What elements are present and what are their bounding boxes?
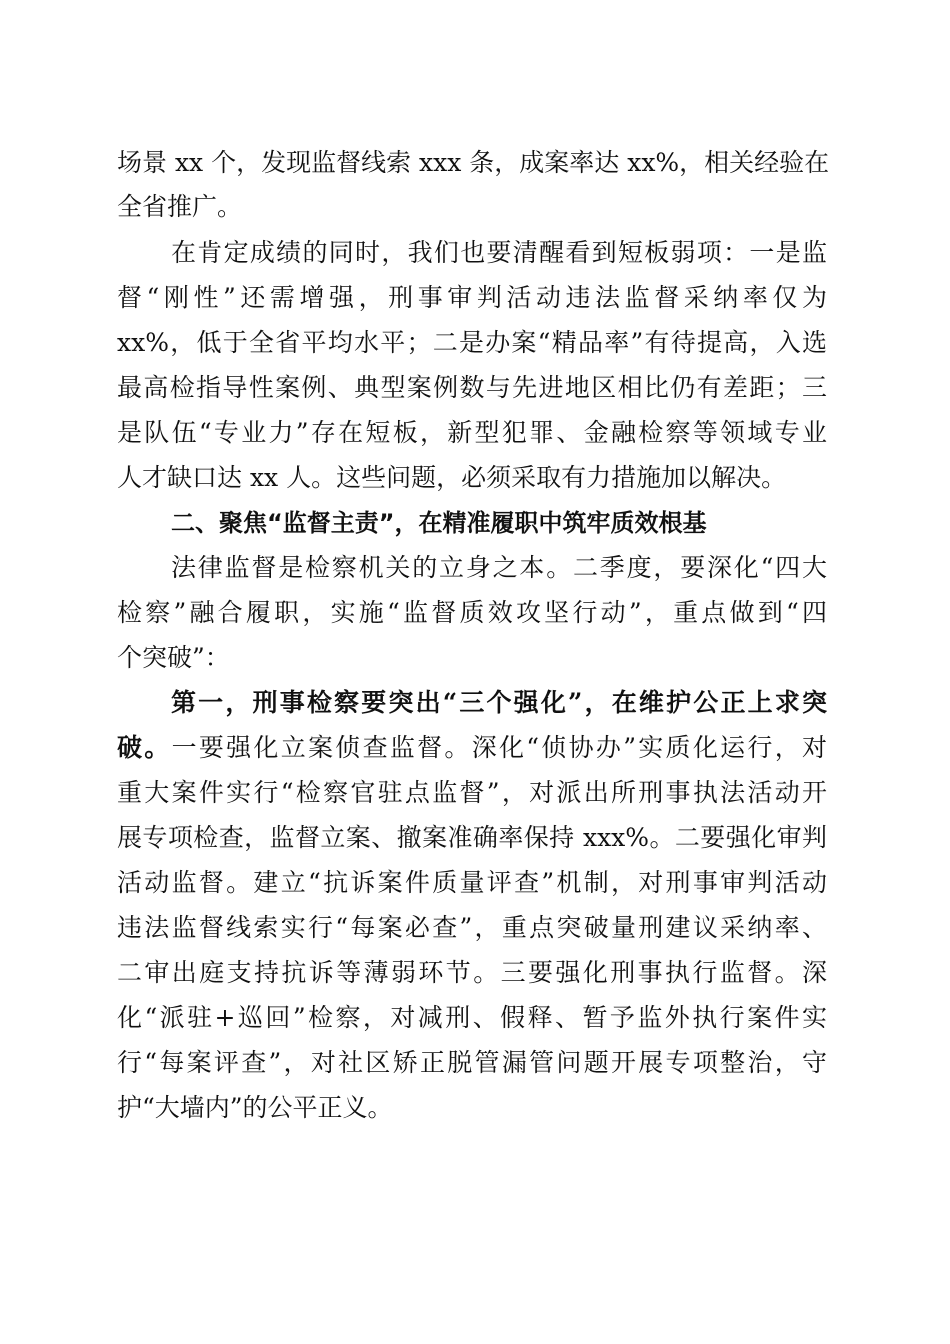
paragraph-2-line-1: 在肯定成绩的同时，我们也要清醒看到短板弱项：一是监 <box>171 238 827 267</box>
paragraph-2-line-6: 人才缺口达 xx 人。这些问题，必须采取有力措施加以解决。 <box>117 463 787 492</box>
section-heading: 二、聚焦“监督主责”，在精准履职中筑牢质效根基 <box>171 509 707 537</box>
paragraph-4-line-8: 化“派驻+巡回”检察，对减刑、假释、暂予监外执行案件实 <box>117 1003 827 1032</box>
paragraph-1-line-2: 全省推广。 <box>117 192 243 221</box>
paragraph-4-line-2-rest: 一要强化立案侦查监督。深化“侦协办”实质化运行，对 <box>171 733 827 762</box>
paragraph-2-line-5: 是队伍“专业力”存在短板，新型犯罪、金融检察等领域专业 <box>117 418 827 447</box>
paragraph-4-line-5: 活动监督。建立“抗诉案件质量评查”机制，对刑事审判活动 <box>117 868 827 897</box>
paragraph-4-line-10: 护“大墙内”的公平正义。 <box>117 1093 393 1122</box>
paragraph-4-line-9: 行“每案评查”，对社区矫正脱管漏管问题开展专项整治，守 <box>117 1048 827 1077</box>
paragraph-4-line-6: 违法监督线索实行“每案必查”，重点突破量刑建议采纳率、 <box>117 913 827 942</box>
paragraph-4-line-7: 二审出庭支持抗诉等薄弱环节。三要强化刑事执行监督。深 <box>117 958 827 987</box>
paragraph-4-line-2 <box>117 731 827 765</box>
paragraph-2-line-3: xx%，低于全省平均水平；二是办案“精品率”有待提高，入选 <box>117 328 827 357</box>
paragraph-2-line-2: 督“刚性”还需增强，刑事审判活动违法监督采纳率仅为 <box>117 283 827 312</box>
paragraph-3-line-2: 检察”融合履职，实施“监督质效攻坚行动”，重点做到“四 <box>117 598 827 627</box>
paragraph-3-line-3: 个突破”： <box>117 643 230 672</box>
paragraph-4-line-3: 重大案件实行“检察官驻点监督”，对派出所刑事执法活动开 <box>117 778 827 807</box>
paragraph-4-line-2-bold: 破。 <box>117 733 172 762</box>
paragraph-3-line-1: 法律监督是检察机关的立身之本。二季度，要深化“四大 <box>171 553 827 582</box>
paragraph-4-line-1: 第一，刑事检察要突出“三个强化”，在维护公正上求突 <box>171 688 827 717</box>
paragraph-1-line-1: 场景 xx 个，发现监督线索 xxx 条，成案率达 xx%，相关经验在 <box>117 148 830 177</box>
paragraph-2-line-4: 最高检指导性案例、典型案例数与先进地区相比仍有差距；三 <box>117 373 827 402</box>
paragraph-4-line-4: 展专项检查，监督立案、撤案准确率保持 xxx%。二要强化审判 <box>117 823 827 852</box>
